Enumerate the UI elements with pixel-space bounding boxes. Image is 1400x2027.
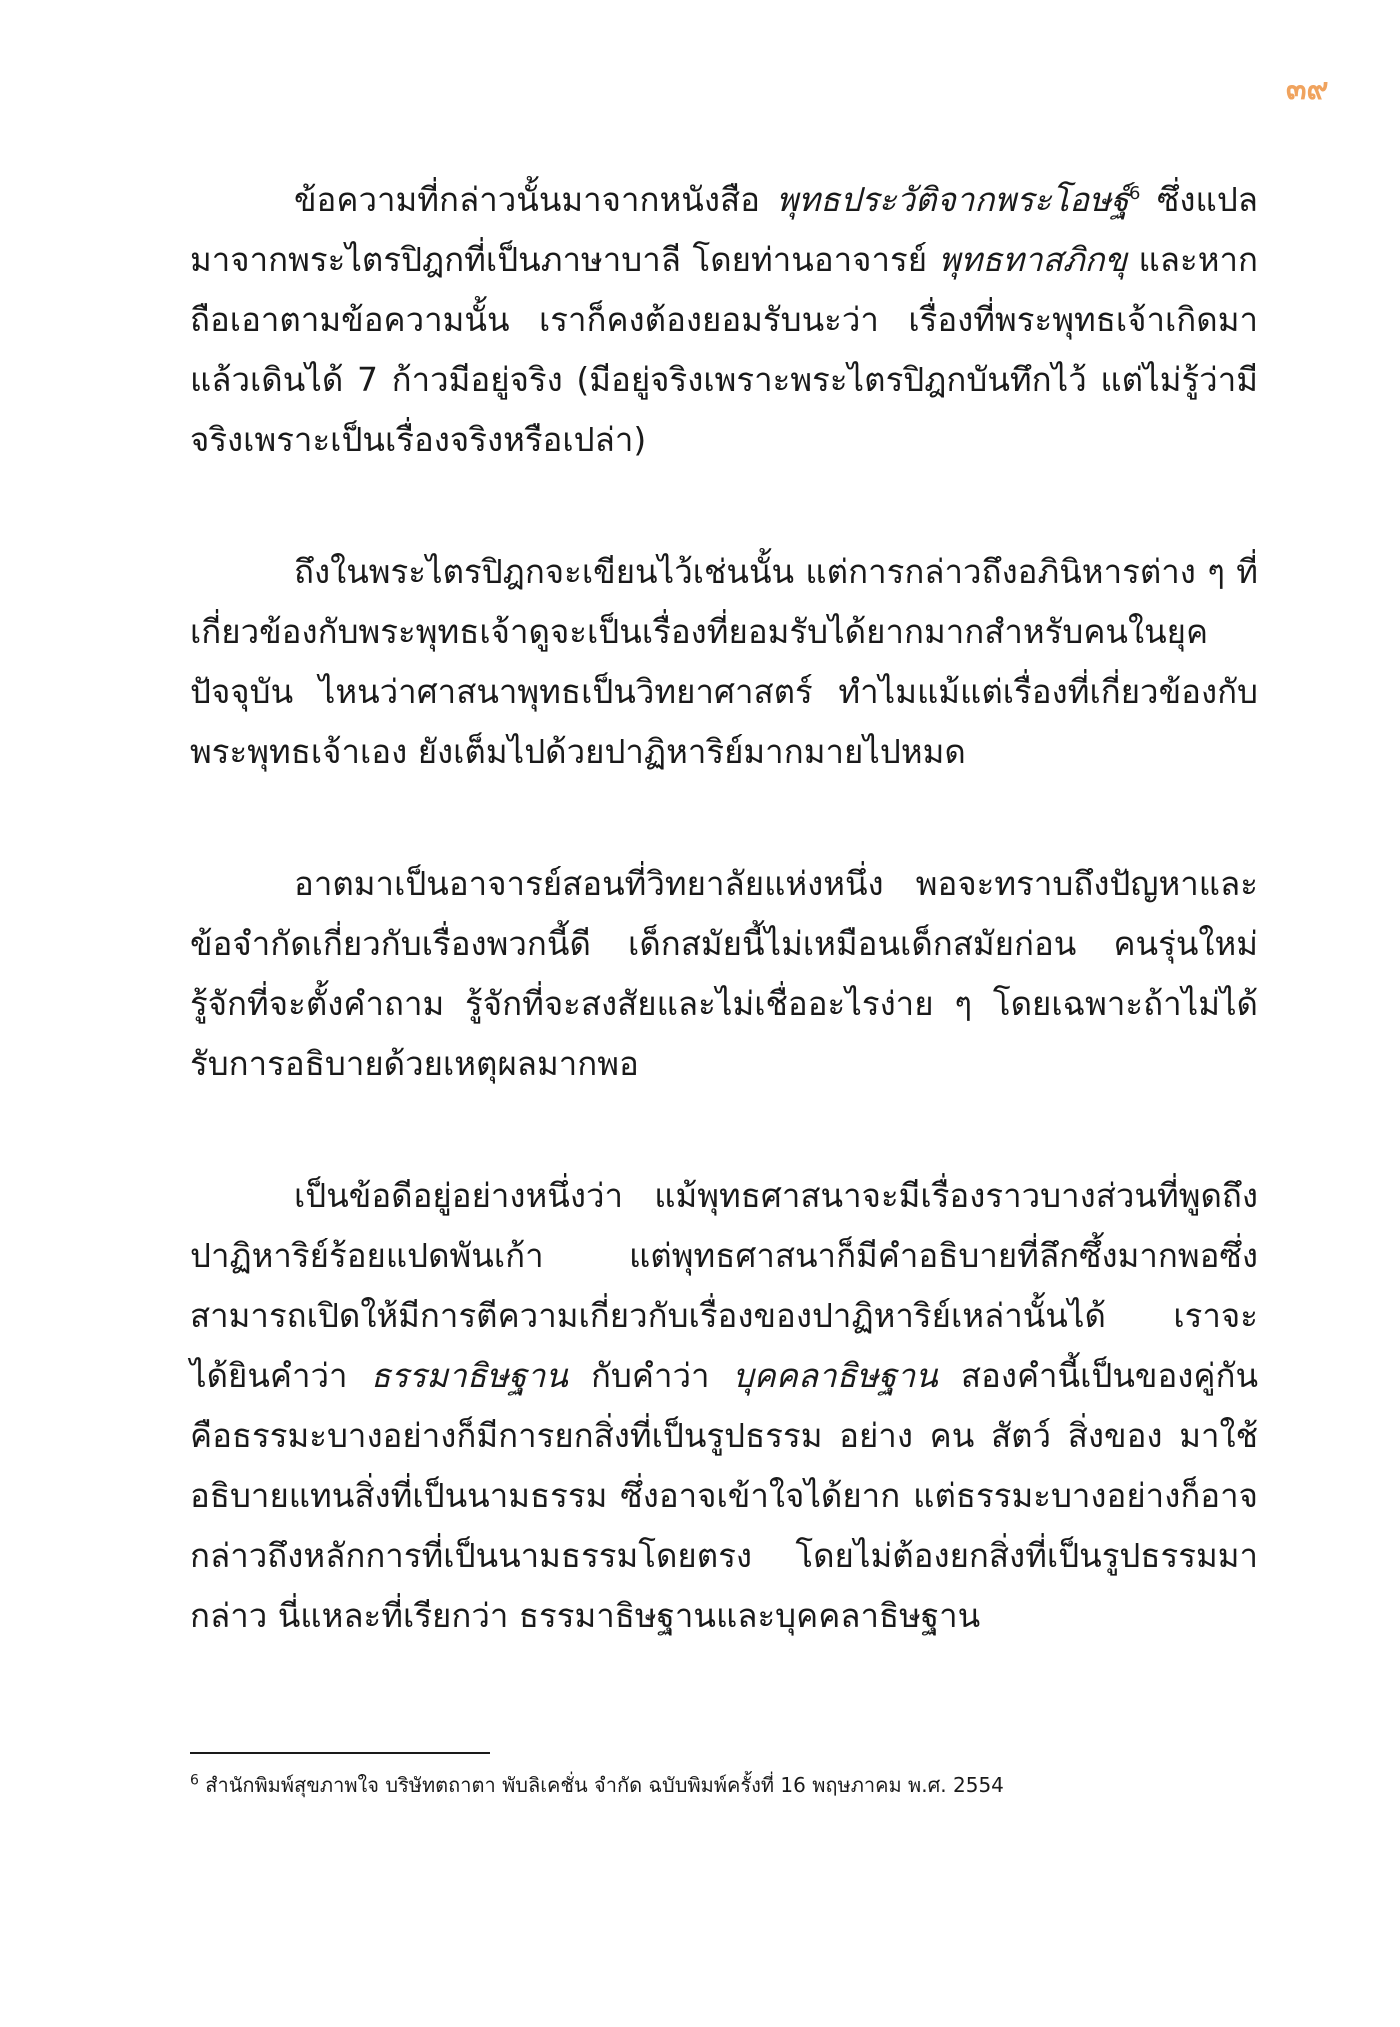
text-run: สองคำนี้เป็นของคู่กัน คือธรรมะบางอย่างก็มีการยกสิ่งที่เป็นรูปธรรม อย่าง คน สัตว์ สิ่งของ มาใช้อธิบายแทนสิ่งที่เป็นนามธรรม ซึ่งอาจเข้าใจได้ยาก แต่ธรรมะบางอย่างก็อาจกล่าวถึงหลักการที่เป็นนามธรรมโดยตรง โดยไม่ต้องยกสิ่งที่เป็นรูปธรรมมากล่าว นี่แหละที่เรียกว่า ธรรมาธิษฐานและบุคคลาธิษฐาน: [190, 1356, 1259, 1635]
text-run: กับคำว่า: [567, 1356, 733, 1395]
paragraph: [190, 854, 1258, 1094]
paragraph: [190, 1166, 1258, 1646]
footnote-divider: [190, 1752, 490, 1754]
paragraph: [190, 542, 1258, 782]
footnote-text: สำนักพิมพ์สุขภาพใจ บริษัทตถาตา พับลิเคชั่น จำกัด ฉบับพิมพ์ครั้งที่ 16 พฤษภาคม พ.ศ. 2554: [205, 1773, 1004, 1797]
paragraph: [190, 170, 1258, 470]
body-text: [190, 170, 1258, 1718]
italic-term: พุทธทาสภิกขุ: [938, 240, 1127, 279]
footnote-marker: 6: [190, 1772, 199, 1789]
page-number: ๓๙: [1286, 72, 1329, 107]
italic-term: ธรรมาธิษฐาน: [370, 1356, 568, 1395]
text-run: เป็นข้อดีอยู่อย่างหนึ่งว่า แม้พุทธศาสนาจะมีเรื่องราวบางส่วนที่พูดถึงปาฏิหาริย์ร้อยแปดพันเก้า แต่พุทธศาสนาก็มีคำอธิบายที่ลึกซึ้งมากพอซึ่งสามารถเปิดให้มีการตีความเกี่ยวกับเรื่องของปาฏิหาริย์เหล่านั้นได้ เราจะได้ยินคำว่า: [190, 1176, 1258, 1395]
text-run: และหากถือเอาตามข้อความนั้น เราก็คงต้องยอมรับนะว่า เรื่องที่พระพุทธเจ้าเกิดมาแล้วเดินได้ 7 ก้าวมีอยู่จริง (มีอยู่จริงเพราะพระไตรปิฎกบันทึกไว้ แต่ไม่รู้ว่ามีจริงเพราะเป็นเรื่องจริงหรือเปล่า): [190, 240, 1258, 459]
italic-term: พุทธประวัติจากพระโอษฐ์: [776, 180, 1130, 219]
text-run: อาตมาเป็นอาจารย์สอนที่วิทยาลัยแห่งหนึ่ง พอจะทราบถึงปัญหาและข้อจำกัดเกี่ยวกับเรื่องพวกนี้ดี เด็กสมัยนี้ไม่เหมือนเด็กสมัยก่อน คนรุ่นใหม่รู้จักที่จะตั้งคำถาม รู้จักที่จะสงสัยและไม่เชื่ออะไรง่าย ๆ โดยเฉพาะถ้าไม่ได้รับการอธิบายด้วยเหตุผลมากพอ: [190, 864, 1258, 1083]
text-run: ถึงในพระไตรปิฎกจะเขียนไว้เช่นนั้น แต่การกล่าวถึงอภินิหารต่าง ๆ ที่เกี่ยวข้องกับพระพุทธเจ้าดูจะเป็นเรื่องที่ยอมรับได้ยากมากสำหรับคนในยุคปัจจุบัน ไหนว่าศาสนาพุทธเป็นวิทยาศาสตร์ ทำไมแม้แต่เรื่องที่เกี่ยวข้องกับพระพุทธเจ้าเอง ยังเต็มไปด้วยปาฏิหาริย์มากมายไปหมด: [190, 552, 1258, 771]
italic-term: บุคคลาธิษฐาน: [732, 1356, 938, 1395]
text-run: ข้อความที่กล่าวนั้นมาจากหนังสือ: [294, 180, 777, 219]
footnote-ref: 6: [1129, 183, 1141, 204]
text-run: ซึ่งแปลมาจากพระไตรปิฎกที่เป็นภาษาบาลี โดยท่านอาจารย์: [190, 180, 1258, 279]
footnote: [190, 1770, 1258, 1800]
